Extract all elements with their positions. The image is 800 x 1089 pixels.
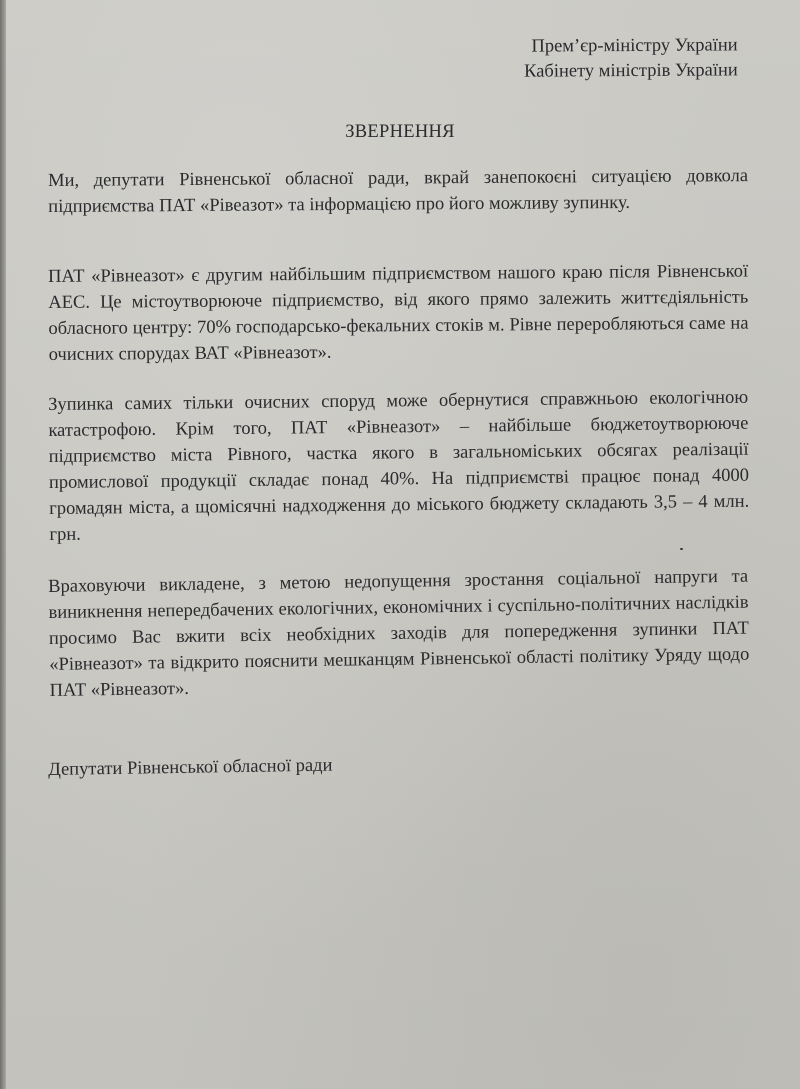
paper-speck xyxy=(680,548,683,550)
page-edge-shadow xyxy=(0,0,6,1089)
addressee-line-2: Кабінету міністрів України xyxy=(524,60,739,82)
paragraph-concern: Ми, депутати Рівненської обласної ради, вкрай занепокоєні ситуацією довкола підприємства ПАТ «Рівеазот» та інформацією про його можливу зупинку. xyxy=(48,166,749,217)
signature-line: Депутати Рівненської обласної ради xyxy=(48,755,333,780)
addressee-line-1: Прем’єр-міністру України xyxy=(531,35,738,57)
paragraph-importance: ПАТ «Рівнеазот» є другим найбільшим підприємством нашого краю після Рівненської АЕС. Це містоутворююче підприємство, від якого прямо залежить життєдіяльність обласного центру: 70% господарсько-фекальних стоків м. Рівне переробляються саме на очисних спорудах ВАТ «Рівнеазот». xyxy=(48,261,749,365)
paragraph-risks: Зупинка самих тільки очисних споруд може обернутися справжньою екологічною катастрофою. Крім того, ПАТ «Рівнеазот» – найбільше бюджетоутворююче підприємство міста Рівного, частка якого в загальноміських обсягах реалізації промислової продукції складає понад 40%. На підприємстві працює понад 4000 громадян міста, а щомісячні надходження до міського бюджету складають 3,5 – 4 млн. грн. xyxy=(48,387,750,545)
paragraph-request: Враховуючи викладене, з метою недопущення зростання соціальної напруги та виникнення непередбачених екологічних, економічних і суспільно-політичних наслідків просимо Вас вжити всіх необхідних заходів для попередження зупинки ПАТ «Рівнеазот» та відкрито пояснити мешканцям Рівненської області політику Уряду щодо ПАТ «Рівнеазот». xyxy=(48,566,750,701)
document-title: ЗВЕРНЕННЯ xyxy=(345,122,455,142)
addressee-block xyxy=(524,33,738,84)
